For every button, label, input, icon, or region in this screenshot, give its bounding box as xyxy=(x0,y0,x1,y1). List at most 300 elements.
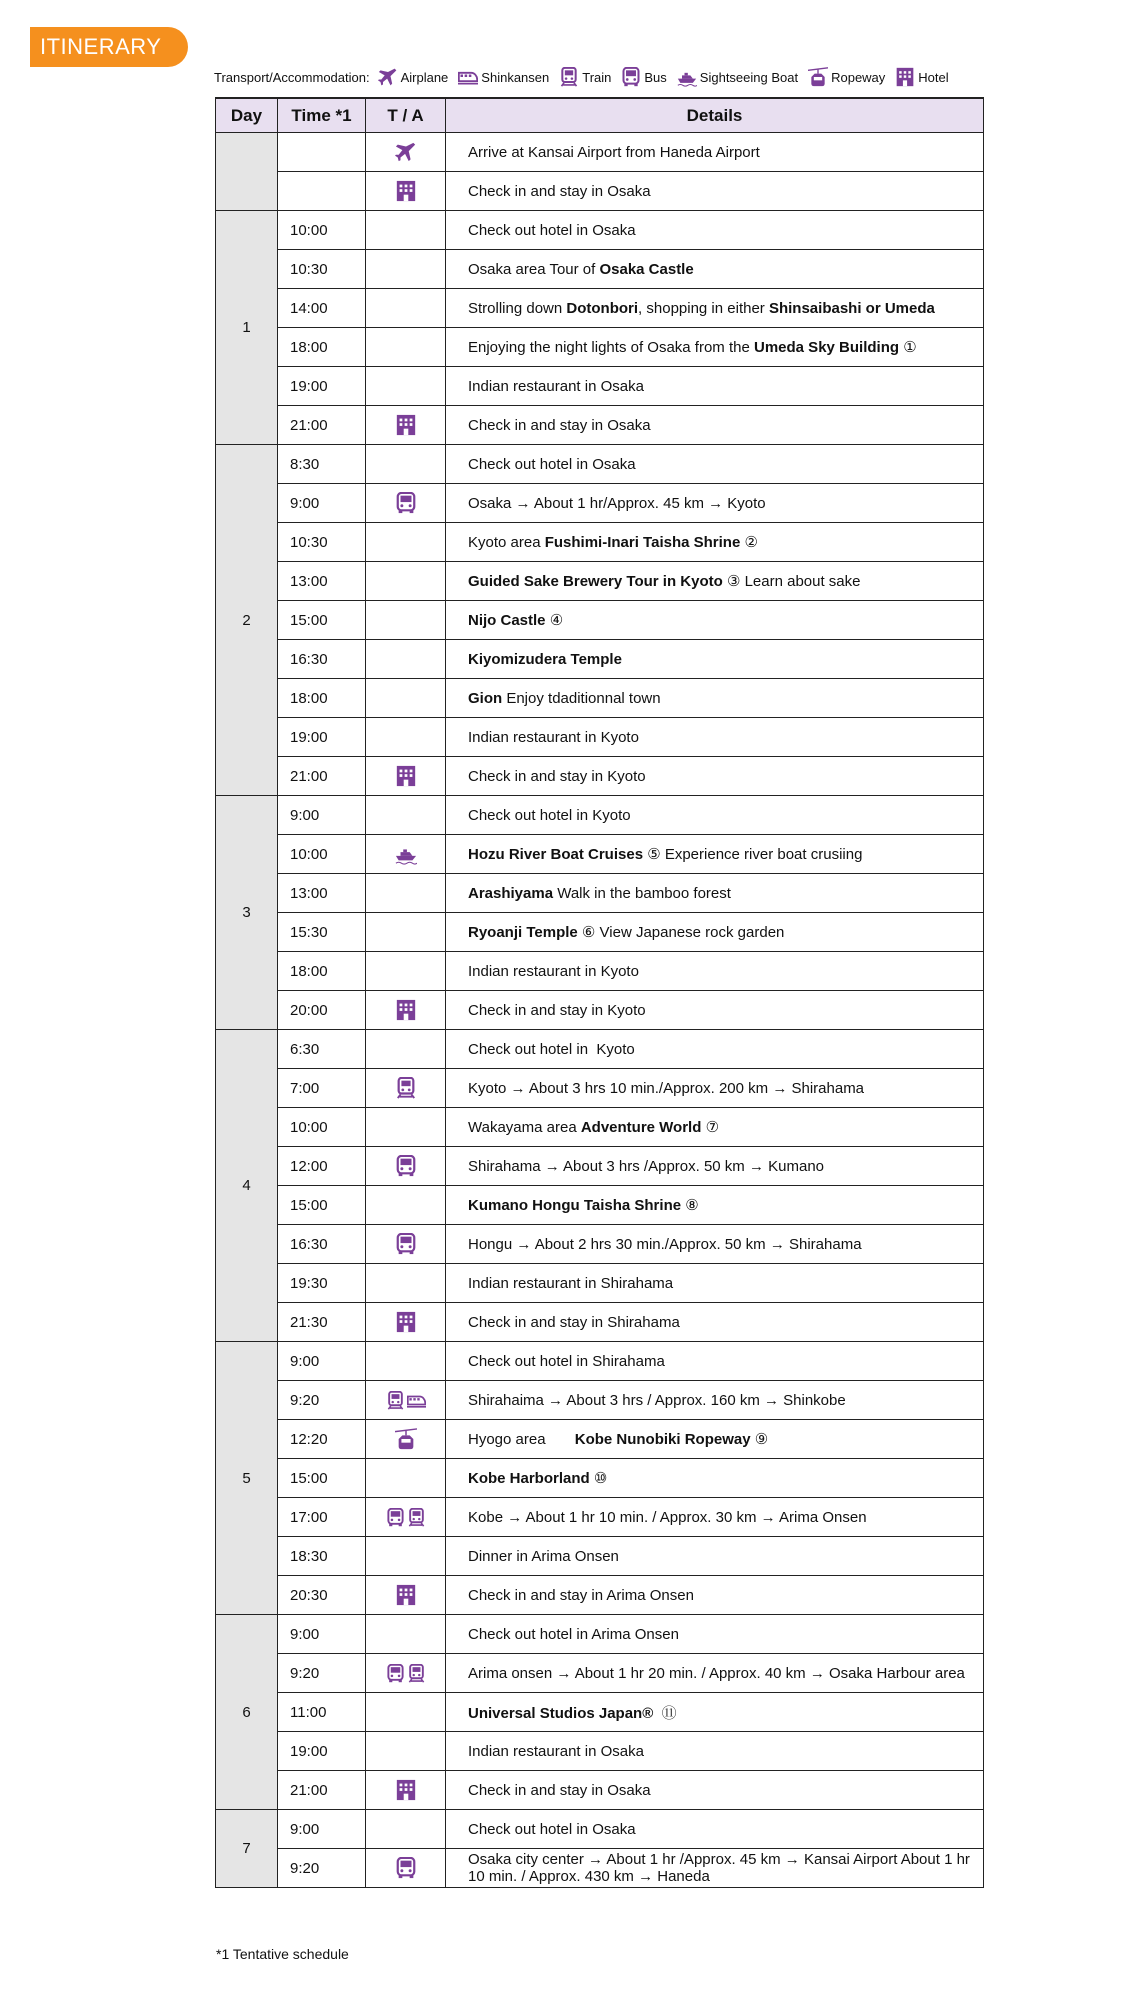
airplane-icon xyxy=(395,141,417,163)
itinerary-title: ITINERARY xyxy=(30,27,188,67)
transport-cell xyxy=(366,1420,446,1459)
details-cell xyxy=(446,1459,984,1498)
details-text: ⑪ xyxy=(653,1704,677,1722)
time-cell: 19:00 xyxy=(278,718,366,757)
legend-item-bus xyxy=(621,67,666,87)
table-row xyxy=(216,1654,984,1693)
details-text: Osaka → About 1 hr/Approx. 45 km → Kyoto xyxy=(468,494,766,512)
transport-cell xyxy=(366,1225,446,1264)
details-text: ③ Learn about sake xyxy=(722,573,861,590)
transport-cell xyxy=(366,367,446,406)
time-cell: 9:00 xyxy=(278,796,366,835)
details-cell xyxy=(446,1186,984,1225)
transport-cell xyxy=(366,913,446,952)
day-cell: 7 xyxy=(216,1810,278,1888)
day-cell xyxy=(216,133,278,211)
time-cell: 19:00 xyxy=(278,367,366,406)
details-cell xyxy=(446,1225,984,1264)
table-row xyxy=(216,1264,984,1303)
details-cell xyxy=(446,1303,984,1342)
table-row xyxy=(216,1615,984,1654)
transport-cell xyxy=(366,601,446,640)
details-highlight: Nijo Castle xyxy=(468,612,546,629)
transport-cell xyxy=(366,328,446,367)
legend-item-label: Ropeway xyxy=(831,69,886,85)
time-cell: 20:00 xyxy=(278,991,366,1030)
details-cell xyxy=(446,445,984,484)
day-cell: 2 xyxy=(216,445,278,796)
transport-cell xyxy=(366,1030,446,1069)
boat-icon xyxy=(395,843,417,865)
header-ta: T / A xyxy=(366,98,446,133)
details-cell xyxy=(446,835,984,874)
header-day: Day xyxy=(216,98,278,133)
details-cell xyxy=(446,679,984,718)
time-cell: 9:20 xyxy=(278,1849,366,1888)
hotel-icon xyxy=(895,67,918,87)
table-header-row xyxy=(216,98,984,133)
details-text: Strolling down xyxy=(468,299,567,317)
time-cell: 21:00 xyxy=(278,757,366,796)
table-row xyxy=(216,1381,984,1420)
details-text: , shopping in either xyxy=(638,299,769,317)
transport-cell xyxy=(366,991,446,1030)
table-row xyxy=(216,679,984,718)
details-cell xyxy=(446,484,984,523)
table-row xyxy=(216,1108,984,1147)
details-cell xyxy=(446,1069,984,1108)
details-text: ⑦ xyxy=(701,1119,720,1136)
legend-label: Transport/Accommodation: xyxy=(214,69,370,85)
details-text: Check in and stay in Osaka xyxy=(468,1781,651,1799)
time-cell: 21:00 xyxy=(278,406,366,445)
time-cell: 10:00 xyxy=(278,1108,366,1147)
details-cell xyxy=(446,1420,984,1459)
day-cell: 1 xyxy=(216,211,278,445)
details-cell xyxy=(446,1264,984,1303)
legend-item-boat xyxy=(677,67,798,87)
transport-cell xyxy=(366,523,446,562)
table-row xyxy=(216,1225,984,1264)
details-highlight: Kiyomizudera Temple xyxy=(468,650,622,668)
transport-cell xyxy=(366,250,446,289)
details-highlight: Fushimi-Inari Taisha Shrine xyxy=(544,534,741,551)
details-text: Enjoy tdaditionnal town xyxy=(502,689,661,707)
time-cell: 15:00 xyxy=(278,1459,366,1498)
time-cell: 13:00 xyxy=(278,562,366,601)
transport-cell xyxy=(366,562,446,601)
transport-cell xyxy=(366,640,446,679)
time-cell: 16:30 xyxy=(278,640,366,679)
time-cell: 18:30 xyxy=(278,1537,366,1576)
details-cell xyxy=(446,172,984,211)
transport-cell xyxy=(366,211,446,250)
table-row xyxy=(216,133,984,172)
transport-cell xyxy=(366,1186,446,1225)
hotel-icon xyxy=(395,414,417,436)
transport-cell xyxy=(366,1849,446,1888)
time-cell xyxy=(278,172,366,211)
details-text: ① xyxy=(899,339,917,356)
table-row xyxy=(216,1849,984,1888)
bus-icon xyxy=(621,67,644,87)
time-cell: 15:30 xyxy=(278,913,366,952)
details-text: Wakayama area xyxy=(468,1119,581,1136)
transport-cell xyxy=(366,1498,446,1537)
transport-cell xyxy=(366,172,446,211)
table-row xyxy=(216,991,984,1030)
details-text: Check out hotel in Shirahama xyxy=(468,1352,665,1370)
table-row xyxy=(216,367,984,406)
details-cell xyxy=(446,1576,984,1615)
transport-cell xyxy=(366,1108,446,1147)
time-cell: 12:20 xyxy=(278,1420,366,1459)
transport-cell xyxy=(366,445,446,484)
header-details: Details xyxy=(446,98,984,133)
details-cell xyxy=(446,1381,984,1420)
details-highlight: Ryoanji Temple xyxy=(468,924,578,941)
time-cell: 13:00 xyxy=(278,874,366,913)
details-highlight: Umeda Sky Building xyxy=(754,339,900,356)
bus-icon xyxy=(386,1508,405,1527)
legend-item-shinkansen xyxy=(458,67,549,87)
time-cell: 18:00 xyxy=(278,328,366,367)
details-text: Indian restaurant in Kyoto xyxy=(468,962,639,980)
table-row xyxy=(216,1576,984,1615)
table-row xyxy=(216,796,984,835)
legend-item-label: Hotel xyxy=(918,69,949,85)
shinkansen-icon xyxy=(458,67,481,87)
details-text: Indian restaurant in Osaka xyxy=(468,377,644,395)
bus-icon xyxy=(395,1233,417,1255)
time-cell: 10:00 xyxy=(278,211,366,250)
table-row xyxy=(216,1147,984,1186)
details-text: Indian restaurant in Osaka xyxy=(468,1742,644,1760)
transport-cell xyxy=(366,796,446,835)
transport-cell xyxy=(366,289,446,328)
transport-cell xyxy=(366,679,446,718)
time-cell: 7:00 xyxy=(278,1069,366,1108)
details-cell xyxy=(446,913,984,952)
ropeway-icon xyxy=(808,67,831,87)
day-cell: 5 xyxy=(216,1342,278,1615)
hotel-icon xyxy=(395,1779,417,1801)
details-text: Kyoto area xyxy=(468,534,545,551)
details-text: ⑨ xyxy=(750,1431,769,1448)
time-cell: 9:00 xyxy=(278,1342,366,1381)
table-row xyxy=(216,328,984,367)
details-cell xyxy=(446,211,984,250)
table-row xyxy=(216,952,984,991)
time-cell: 16:30 xyxy=(278,1225,366,1264)
details-text: Indian restaurant in Shirahama xyxy=(468,1274,674,1292)
transport-legend xyxy=(214,62,959,92)
airplane-icon xyxy=(378,67,401,87)
transport-cell xyxy=(366,1342,446,1381)
footnote: *1 Tentative schedule xyxy=(216,1946,349,1962)
table-row xyxy=(216,445,984,484)
time-cell: 9:00 xyxy=(278,1615,366,1654)
details-text: Check out hotel in Osaka xyxy=(468,221,636,239)
hotel-icon xyxy=(395,765,417,787)
details-highlight: Kobe Nunobiki Ropeway xyxy=(574,1431,751,1448)
legend-item-train xyxy=(559,67,611,87)
train-icon xyxy=(395,1077,417,1099)
transport-cell xyxy=(366,406,446,445)
hotel-icon xyxy=(395,999,417,1021)
train-icon xyxy=(407,1508,426,1527)
legend-item-label: Train xyxy=(582,69,612,85)
details-text: Check out hotel in Arima Onsen xyxy=(468,1625,679,1643)
details-highlight: Osaka Castle xyxy=(599,260,694,278)
table-row xyxy=(216,1732,984,1771)
table-row xyxy=(216,562,984,601)
bus-icon xyxy=(395,1155,417,1177)
details-text: ⑧ xyxy=(681,1197,699,1214)
time-cell: 15:00 xyxy=(278,1186,366,1225)
details-cell xyxy=(446,874,984,913)
boat-icon xyxy=(677,67,700,87)
legend-item-label: Bus xyxy=(644,69,667,85)
ropeway-icon xyxy=(395,1428,417,1450)
details-text: Check in and stay in Shirahama xyxy=(468,1313,680,1331)
table-row xyxy=(216,601,984,640)
details-text: Shirahaima → About 3 hrs / Approx. 160 km → Shinkobe xyxy=(468,1391,846,1409)
details-cell xyxy=(446,601,984,640)
time-cell: 20:30 xyxy=(278,1576,366,1615)
transport-cell xyxy=(366,1537,446,1576)
details-cell xyxy=(446,952,984,991)
details-text: Enjoying the night lights of Osaka from the xyxy=(468,339,754,356)
details-text: Hongu → About 2 hrs 30 min./Approx. 50 km → Shirahama xyxy=(468,1235,862,1253)
hotel-icon xyxy=(395,180,417,202)
table-row xyxy=(216,1069,984,1108)
time-cell: 8:30 xyxy=(278,445,366,484)
time-cell: 9:20 xyxy=(278,1381,366,1420)
table-row xyxy=(216,640,984,679)
details-highlight: Shinsaibashi or Umeda xyxy=(768,299,935,317)
transport-cell xyxy=(366,1615,446,1654)
table-row xyxy=(216,1693,984,1732)
details-cell xyxy=(446,1030,984,1069)
details-text: ⑤ Experience river boat crusiing xyxy=(643,846,863,863)
details-text: ⑥ View Japanese rock garden xyxy=(577,924,785,941)
details-cell xyxy=(446,1108,984,1147)
details-text: Arima onsen → About 1 hr 20 min. / Approx. 40 km → Osaka Harbour area xyxy=(468,1664,965,1682)
details-cell xyxy=(446,523,984,562)
time-cell: 19:00 xyxy=(278,1732,366,1771)
time-cell: 9:00 xyxy=(278,484,366,523)
time-cell: 18:00 xyxy=(278,952,366,991)
details-cell xyxy=(446,1537,984,1576)
details-cell xyxy=(446,133,984,172)
transport-cell xyxy=(366,757,446,796)
table-row xyxy=(216,1342,984,1381)
table-row xyxy=(216,1537,984,1576)
details-text: ② xyxy=(740,534,758,551)
train-icon xyxy=(407,1664,426,1683)
itinerary-table xyxy=(215,97,984,1888)
train-icon xyxy=(386,1391,405,1410)
table-row xyxy=(216,172,984,211)
details-cell xyxy=(446,1810,984,1849)
table-row xyxy=(216,1030,984,1069)
table-row xyxy=(216,757,984,796)
details-cell xyxy=(446,406,984,445)
table-row xyxy=(216,874,984,913)
details-highlight: Adventure World xyxy=(580,1119,702,1136)
bus-icon xyxy=(395,492,417,514)
table-row xyxy=(216,250,984,289)
train-icon xyxy=(559,67,582,87)
details-cell xyxy=(446,562,984,601)
details-cell xyxy=(446,250,984,289)
table-row xyxy=(216,484,984,523)
details-cell xyxy=(446,1342,984,1381)
details-highlight: Dotonbori xyxy=(566,299,639,317)
bus-icon xyxy=(386,1664,405,1683)
table-row xyxy=(216,406,984,445)
details-cell xyxy=(446,1849,984,1888)
legend-item-label: Airplane xyxy=(400,69,449,85)
table-row xyxy=(216,913,984,952)
details-cell xyxy=(446,1498,984,1537)
transport-cell xyxy=(366,1576,446,1615)
time-cell: 10:00 xyxy=(278,835,366,874)
shinkansen-icon xyxy=(407,1391,426,1410)
hotel-icon xyxy=(395,1311,417,1333)
time-cell: 14:00 xyxy=(278,289,366,328)
table-row xyxy=(216,1459,984,1498)
table-row xyxy=(216,1771,984,1810)
legend-item-label: Sightseeing Boat xyxy=(699,69,799,85)
details-cell xyxy=(446,1147,984,1186)
table-row xyxy=(216,1420,984,1459)
transport-cell xyxy=(366,952,446,991)
details-cell xyxy=(446,1771,984,1810)
details-text: Check in and stay in Kyoto xyxy=(468,1001,646,1019)
details-text: Kobe → About 1 hr 10 min. / Approx. 30 km → Arima Onsen xyxy=(468,1508,867,1526)
details-text: Shirahama → About 3 hrs /Approx. 50 km → Kumano xyxy=(468,1157,825,1175)
details-text: Check in and stay in Osaka xyxy=(468,416,651,434)
transport-cell xyxy=(366,1147,446,1186)
day-cell: 3 xyxy=(216,796,278,1030)
time-cell: 11:00 xyxy=(278,1693,366,1732)
table-row xyxy=(216,289,984,328)
details-cell xyxy=(446,1654,984,1693)
legend-item-label: Shinkansen xyxy=(481,69,550,85)
details-cell xyxy=(446,328,984,367)
time-cell: 12:00 xyxy=(278,1147,366,1186)
time-cell: 15:00 xyxy=(278,601,366,640)
transport-cell xyxy=(366,835,446,874)
details-text: Osaka area Tour of xyxy=(468,260,600,278)
transport-cell xyxy=(366,718,446,757)
transport-cell xyxy=(366,1810,446,1849)
time-cell: 18:00 xyxy=(278,679,366,718)
transport-cell xyxy=(366,1732,446,1771)
bus-icon xyxy=(395,1857,417,1879)
details-text: Indian restaurant in Kyoto xyxy=(468,728,639,746)
transport-cell xyxy=(366,484,446,523)
details-cell xyxy=(446,367,984,406)
transport-cell xyxy=(366,1459,446,1498)
transport-cell xyxy=(366,874,446,913)
time-cell: 21:00 xyxy=(278,1771,366,1810)
details-cell xyxy=(446,796,984,835)
details-cell xyxy=(446,289,984,328)
details-cell xyxy=(446,1732,984,1771)
details-text: Check out hotel in Kyoto xyxy=(468,1040,635,1058)
table-row xyxy=(216,211,984,250)
day-cell: 4 xyxy=(216,1030,278,1342)
time-cell: 10:30 xyxy=(278,250,366,289)
time-cell: 6:30 xyxy=(278,1030,366,1069)
legend-item-hotel xyxy=(895,67,948,87)
details-text: Check out hotel in Osaka xyxy=(468,455,636,473)
details-text: Kyoto → About 3 hrs 10 min./Approx. 200 km → Shirahama xyxy=(468,1079,865,1097)
transport-cell xyxy=(366,1303,446,1342)
transport-cell xyxy=(366,1771,446,1810)
time-cell: 9:20 xyxy=(278,1654,366,1693)
time-cell: 21:30 xyxy=(278,1303,366,1342)
details-text: ④ xyxy=(545,612,564,629)
details-highlight: Kobe Harborland xyxy=(468,1470,590,1487)
time-cell: 17:00 xyxy=(278,1498,366,1537)
time-cell xyxy=(278,133,366,172)
table-row xyxy=(216,523,984,562)
transport-cell xyxy=(366,1654,446,1693)
details-text: Check in and stay in Arima Onsen xyxy=(468,1586,694,1604)
details-cell xyxy=(446,1693,984,1732)
details-text: Arrive at Kansai Airport from Haneda Airport xyxy=(468,143,760,161)
hotel-icon xyxy=(395,1584,417,1606)
details-text: Walk in the bamboo forest xyxy=(553,884,731,902)
table-row xyxy=(216,835,984,874)
transport-cell xyxy=(366,1381,446,1420)
transport-cell xyxy=(366,133,446,172)
transport-cell xyxy=(366,1264,446,1303)
time-cell: 19:30 xyxy=(278,1264,366,1303)
day-cell: 6 xyxy=(216,1615,278,1810)
details-text: Check out hotel in Osaka xyxy=(468,1820,636,1838)
details-text: Dinner in Arima Onsen xyxy=(468,1547,619,1565)
details-text: Osaka city center → About 1 hr /Approx. 45 km → Kansai Airport About 1 hr 10 min. / Approx. 430 km → Haneda xyxy=(468,1851,970,1885)
details-cell xyxy=(446,640,984,679)
details-cell xyxy=(446,718,984,757)
details-text: Check in and stay in Osaka xyxy=(468,182,651,200)
time-cell: 10:30 xyxy=(278,523,366,562)
details-text: ⑩ xyxy=(589,1470,608,1487)
header-time: Time *1 xyxy=(278,98,366,133)
legend-item-airplane xyxy=(378,67,449,87)
transport-cell xyxy=(366,1069,446,1108)
time-cell: 9:00 xyxy=(278,1810,366,1849)
transport-cell xyxy=(366,1693,446,1732)
table-row xyxy=(216,1498,984,1537)
details-text: Hyogo area xyxy=(468,1431,575,1448)
table-row xyxy=(216,1186,984,1225)
details-highlight: Universal Studios Japan® xyxy=(468,1704,654,1722)
table-row xyxy=(216,1303,984,1342)
details-highlight: Arashiyama xyxy=(468,884,554,902)
details-cell xyxy=(446,757,984,796)
table-row xyxy=(216,718,984,757)
details-highlight: Gion xyxy=(468,689,503,707)
legend-item-ropeway xyxy=(808,67,885,87)
table-row xyxy=(216,1810,984,1849)
details-highlight: Kumano Hongu Taisha Shrine xyxy=(468,1197,682,1214)
